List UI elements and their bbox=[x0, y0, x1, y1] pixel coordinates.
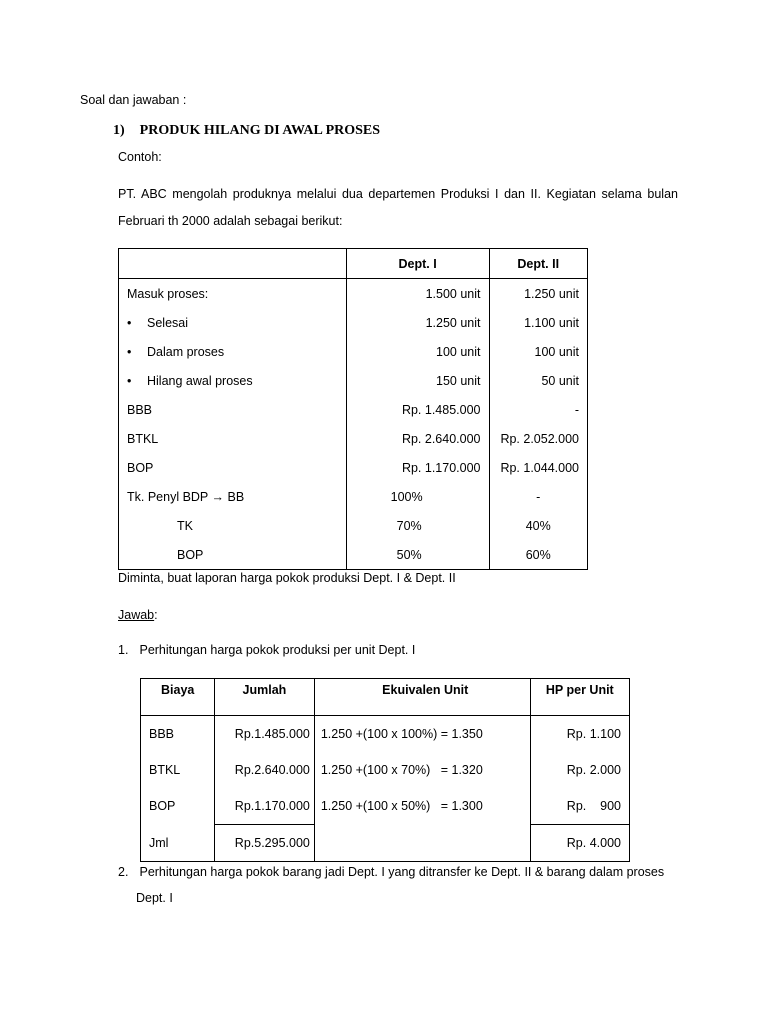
biaya-cell: BTKL bbox=[141, 752, 215, 788]
hp-per-unit-table bbox=[140, 678, 630, 862]
row-label: Masuk proses: bbox=[119, 279, 347, 309]
dept1-value: Rp. 1.170.000 bbox=[346, 453, 489, 482]
dept2-value: Rp. 1.044.000 bbox=[500, 460, 579, 475]
table-header-cell: HP per Unit bbox=[530, 679, 629, 716]
table-row bbox=[119, 424, 588, 453]
biaya-cell: BBB bbox=[141, 716, 215, 753]
hp-cell: Rp. 900 bbox=[566, 799, 621, 813]
dept2-value: 60% bbox=[525, 547, 551, 562]
table-row bbox=[119, 366, 588, 395]
row-label-cell bbox=[119, 366, 347, 395]
row-label-cell bbox=[119, 337, 347, 366]
row-label: Dalam proses bbox=[147, 344, 225, 359]
dept2-value: 100 unit bbox=[534, 344, 579, 359]
table-row bbox=[119, 337, 588, 366]
row-label-cell bbox=[119, 308, 347, 337]
dept1-value: 70% bbox=[346, 511, 489, 540]
dept-data-table bbox=[118, 248, 588, 570]
table-row bbox=[119, 279, 588, 309]
row-label: Selesai bbox=[147, 315, 188, 330]
item-text: Perhitungan harga pokok barang jadi Dept. I yang ditransfer ke Dept. II & barang dalam proses bbox=[139, 865, 665, 879]
item-number: 1. bbox=[118, 643, 129, 657]
table-row bbox=[141, 825, 630, 862]
jawab-word: Jawab bbox=[118, 608, 155, 622]
ekuivalen-cell bbox=[314, 825, 530, 862]
dept1-value: Rp. 2.640.000 bbox=[346, 424, 489, 453]
row-label: Hilang awal proses bbox=[147, 373, 253, 388]
item-1 bbox=[118, 643, 415, 657]
diminta-text: Diminta, buat laporan harga pokok produksi Dept. I & Dept. II bbox=[118, 571, 456, 585]
dept1-value: 100 unit bbox=[346, 337, 489, 366]
dept2-value: 50 unit bbox=[541, 373, 579, 388]
ekuivalen-cell: 1.250 +(100 x 70%) = 1.320 bbox=[314, 752, 530, 788]
hp-cell: Rp. 1.100 bbox=[566, 727, 621, 741]
paragraph-line-2: Februari th 2000 adalah sebagai berikut: bbox=[118, 214, 343, 228]
jawab-colon: : bbox=[154, 608, 158, 622]
table-header-cell: Dept. II bbox=[489, 249, 588, 279]
table-header-row bbox=[119, 249, 588, 279]
dept2-value: Rp. 2.052.000 bbox=[500, 431, 579, 446]
table-row bbox=[119, 395, 588, 424]
dept1-value: 100% bbox=[346, 482, 489, 511]
hp-cell: Rp. 2.000 bbox=[566, 763, 621, 777]
bullet-icon: • bbox=[127, 315, 132, 330]
table-header-cell: Jumlah bbox=[214, 679, 314, 716]
section-heading bbox=[113, 123, 380, 139]
dept1-value: 50% bbox=[346, 540, 489, 570]
table-row bbox=[119, 308, 588, 337]
section-title: PRODUK HILANG DI AWAL PROSES bbox=[139, 123, 381, 138]
table-header-cell: Ekuivalen Unit bbox=[314, 679, 530, 716]
row-label: TK bbox=[119, 511, 347, 540]
hp-cell: Rp. 4.000 bbox=[530, 825, 629, 862]
jumlah-cell: Rp.5.295.000 bbox=[214, 825, 314, 862]
intro-text: Soal dan jawaban : bbox=[80, 93, 187, 107]
item-number: 2. bbox=[118, 865, 129, 879]
biaya-cell: Jml bbox=[141, 825, 215, 862]
table-row bbox=[141, 788, 630, 825]
table-row bbox=[119, 482, 588, 511]
item-2 bbox=[118, 865, 664, 879]
row-label: Tk. Penyl BDP → BB bbox=[119, 482, 347, 511]
jumlah-cell: Rp.1.485.000 bbox=[214, 716, 314, 753]
bullet-icon: • bbox=[127, 344, 132, 359]
row-label: BTKL bbox=[119, 424, 347, 453]
ekuivalen-cell: 1.250 +(100 x 100%) = 1.350 bbox=[314, 716, 530, 753]
table-header-row bbox=[141, 679, 630, 716]
jumlah-cell: Rp.1.170.000 bbox=[214, 788, 314, 825]
dept2-value: 1.100 unit bbox=[524, 315, 579, 330]
table-row bbox=[141, 752, 630, 788]
table-row bbox=[119, 453, 588, 482]
dept2-value: - bbox=[536, 489, 541, 504]
jumlah-cell: Rp.2.640.000 bbox=[214, 752, 314, 788]
section-number: 1) bbox=[113, 123, 125, 138]
dept1-value: Rp. 1.485.000 bbox=[346, 395, 489, 424]
dept2-value: 40% bbox=[525, 518, 551, 533]
table-row bbox=[141, 716, 630, 753]
paragraph-line-1: PT. ABC mengolah produknya melalui dua departemen Produksi I dan II. Kegiatan selama bulan bbox=[118, 187, 678, 201]
biaya-cell: BOP bbox=[141, 788, 215, 825]
dept2-value: - bbox=[574, 402, 579, 417]
item-text: Perhitungan harga pokok produksi per unit Dept. I bbox=[139, 643, 416, 657]
table-header-cell: Biaya bbox=[141, 679, 215, 716]
jawab-label bbox=[118, 608, 158, 622]
dept2-value: 1.250 unit bbox=[524, 286, 579, 301]
ekuivalen-cell: 1.250 +(100 x 50%) = 1.300 bbox=[314, 788, 530, 825]
dept1-value: 150 unit bbox=[346, 366, 489, 395]
table-row bbox=[119, 511, 588, 540]
bullet-icon: • bbox=[127, 373, 132, 388]
table-row bbox=[119, 540, 588, 570]
table-header-cell: Dept. I bbox=[346, 249, 489, 279]
table-header-cell bbox=[119, 249, 347, 279]
dept1-value: 1.500 unit bbox=[346, 279, 489, 309]
item-2-continuation: Dept. I bbox=[136, 891, 173, 905]
row-label: BOP bbox=[119, 540, 347, 570]
row-label: BBB bbox=[119, 395, 347, 424]
dept1-value: 1.250 unit bbox=[346, 308, 489, 337]
contoh-label: Contoh: bbox=[118, 150, 162, 164]
row-label: BOP bbox=[119, 453, 347, 482]
